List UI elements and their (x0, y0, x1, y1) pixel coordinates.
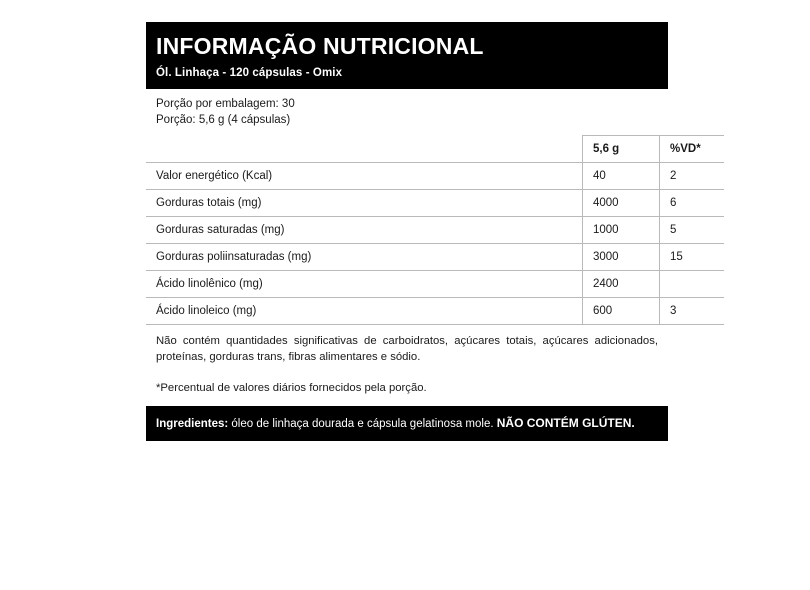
ingredients-label: Ingredientes: (156, 417, 229, 430)
nutrient-name: Gorduras saturadas (mg) (146, 216, 583, 243)
table-row (146, 216, 724, 243)
daily-values-note: *Percentual de valores diários fornecidos pela porção. (156, 381, 427, 394)
nutrient-amount: 4000 (583, 189, 660, 216)
table-row (146, 243, 724, 270)
nutrient-vd: 6 (660, 189, 725, 216)
nutrient-name: Ácido linolênico (mg) (146, 270, 583, 297)
page-title: INFORMAÇÃO NUTRICIONAL (156, 33, 484, 59)
gluten-free-note: NÃO CONTÉM GLÚTEN. (496, 415, 635, 430)
label-header (146, 22, 668, 89)
not-significant-note: Não contém quantidades significativas de carboidratos, açúcares totais, açúcares adicionados, proteínas, gorduras trans, fibras alimentares e sódio. (156, 334, 658, 364)
column-header-amount: 5,6 g (583, 135, 660, 162)
portions-per-package: Porção por embalagem: 30 (156, 98, 295, 111)
nutrient-amount: 1000 (583, 216, 660, 243)
nutrient-vd: 2 (660, 162, 725, 189)
nutrient-name: Valor energético (Kcal) (146, 162, 583, 189)
nutrient-vd: 3 (660, 297, 725, 324)
column-header-name (146, 135, 583, 162)
nutrient-amount: 600 (583, 297, 660, 324)
nutrient-amount: 2400 (583, 270, 660, 297)
nutrient-amount: 40 (583, 162, 660, 189)
label-footnotes (146, 325, 668, 396)
nutrient-vd: 5 (660, 216, 725, 243)
nutrient-amount: 3000 (583, 243, 660, 270)
table-row (146, 270, 724, 297)
product-subtitle: Ól. Linhaça - 120 cápsulas - Omix (156, 67, 343, 80)
column-header-vd: %VD* (660, 135, 725, 162)
nutrient-vd: 15 (660, 243, 725, 270)
table-row (146, 162, 724, 189)
portion-info (146, 89, 668, 135)
nutrition-table (146, 135, 724, 325)
portion-size: Porção: 5,6 g (4 cápsulas) (156, 114, 291, 127)
nutrition-label (146, 22, 701, 441)
nutrient-name: Gorduras poliinsaturadas (mg) (146, 243, 583, 270)
nutrient-name: Gorduras totais (mg) (146, 189, 583, 216)
table-row (146, 189, 724, 216)
nutrient-vd (660, 270, 725, 297)
nutrient-name: Ácido linoleico (mg) (146, 297, 583, 324)
ingredients-band (146, 406, 668, 442)
table-header-row (146, 135, 724, 162)
table-row (146, 297, 724, 324)
ingredients-text: óleo de linhaça dourada e cápsula gelatinosa mole. (228, 417, 497, 430)
